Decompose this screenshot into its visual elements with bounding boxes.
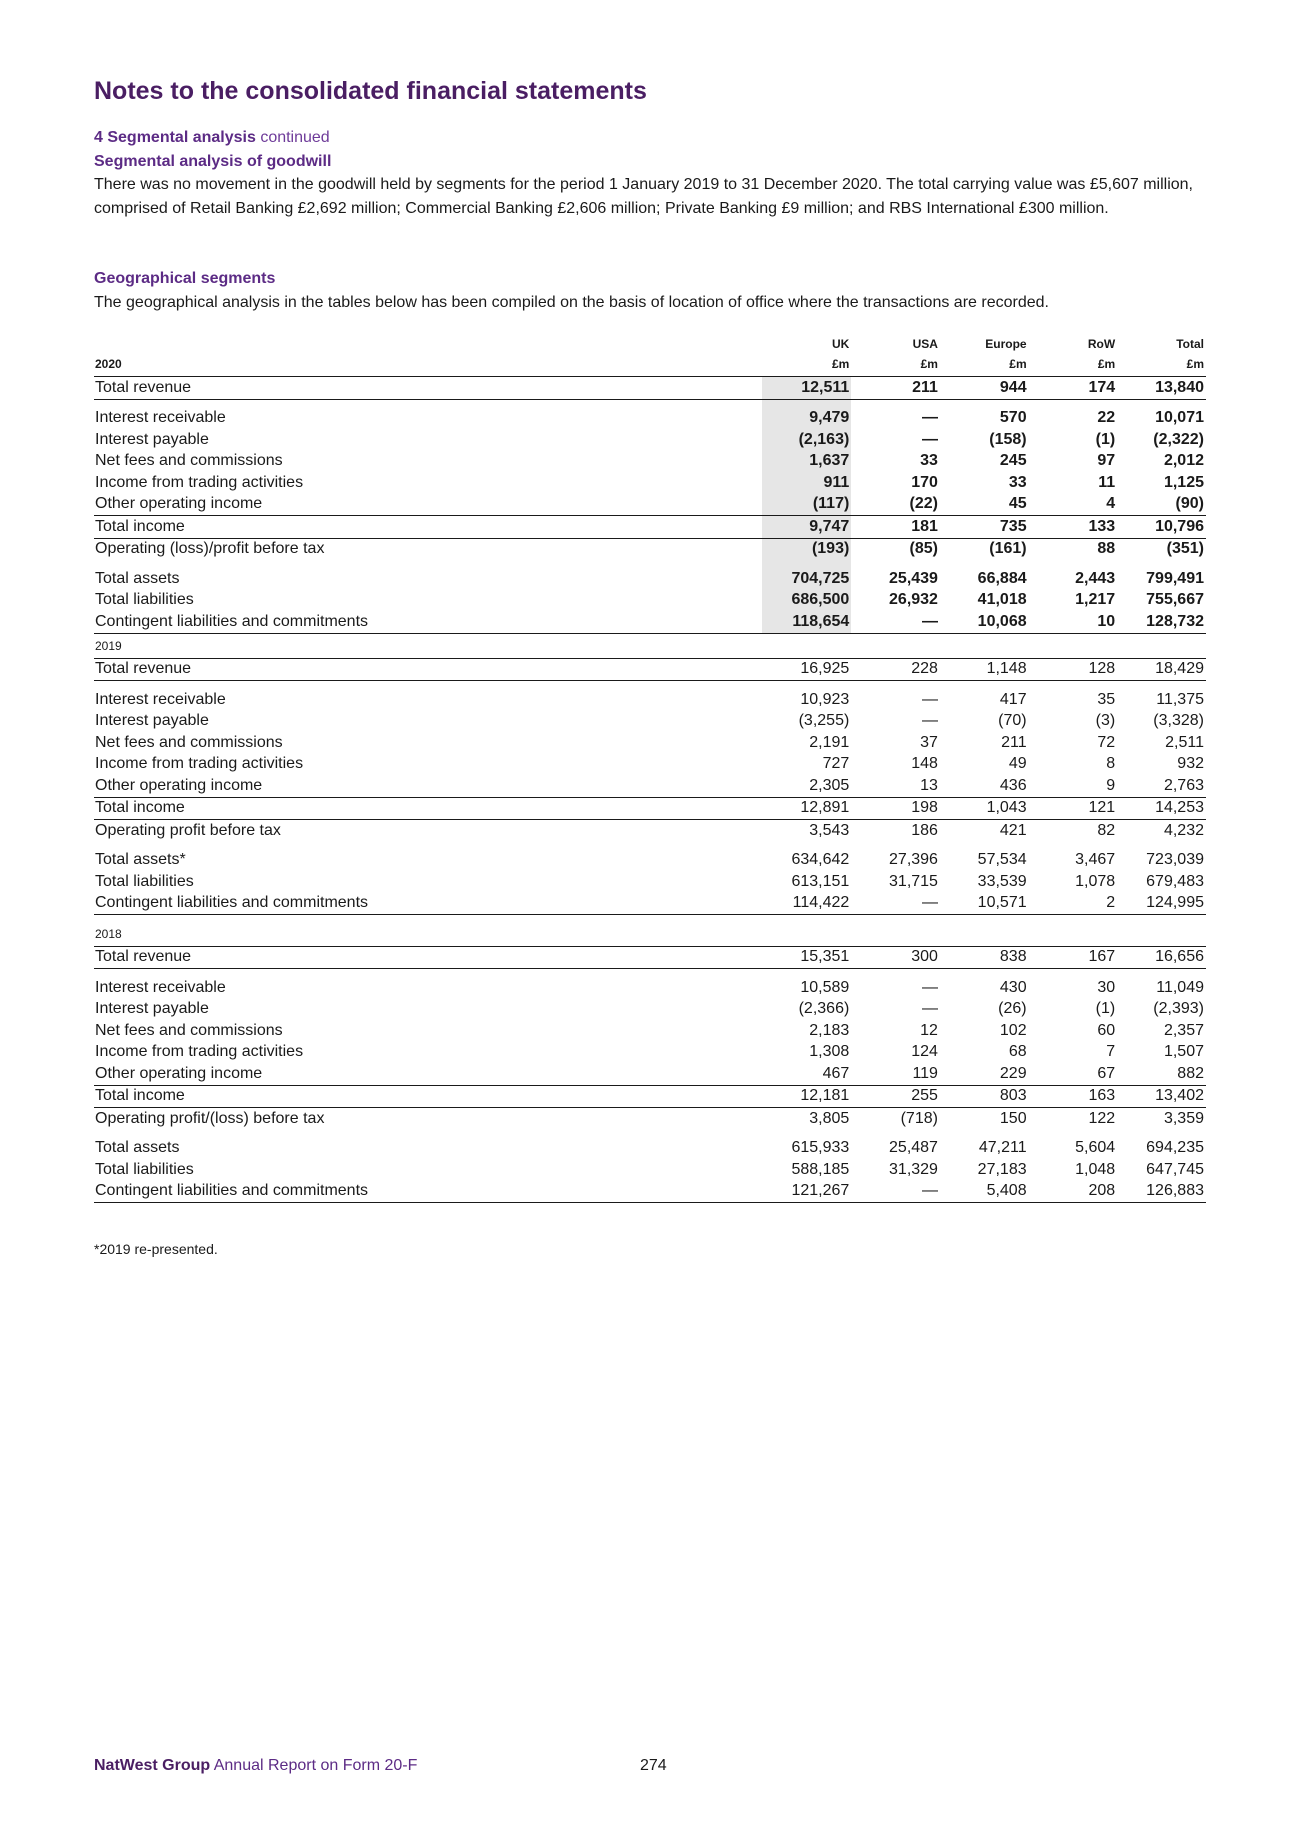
cell-europe: 10,068 bbox=[940, 611, 1029, 633]
row-label: Income from trading activities bbox=[95, 1043, 304, 1061]
cell-row: (3) bbox=[1095, 712, 1116, 730]
cell-europe: 45 bbox=[940, 494, 1029, 516]
geographical-heading: Geographical segments bbox=[94, 270, 276, 287]
cell-total: 932 bbox=[1177, 755, 1204, 773]
cell-row: 7 bbox=[1106, 1043, 1116, 1061]
cell-uk: 16,925 bbox=[762, 658, 852, 681]
cell-usa: 31,715 bbox=[889, 872, 938, 890]
table-row bbox=[94, 1085, 1206, 1108]
cell-uk: 1,308 bbox=[809, 1043, 850, 1061]
table-row bbox=[94, 946, 1206, 969]
cell-uk: 686,500 bbox=[762, 590, 852, 612]
row-label: Interest payable bbox=[95, 430, 209, 448]
cell-usa: 170 bbox=[911, 473, 938, 491]
row-label: Total revenue bbox=[94, 377, 762, 400]
table-row bbox=[94, 1181, 1206, 1203]
cell-usa: 37 bbox=[920, 733, 938, 751]
table-row bbox=[94, 977, 1206, 999]
row-label: Income from trading activities bbox=[95, 473, 304, 491]
cell-total: 679,483 bbox=[1146, 872, 1204, 890]
row-label: Operating (loss)/profit before tax bbox=[95, 540, 325, 558]
cell-uk: 727 bbox=[822, 755, 850, 773]
row-label: Operating profit before tax bbox=[95, 821, 281, 839]
cell-total: (2,322) bbox=[1153, 430, 1204, 448]
cell-uk: 10,589 bbox=[800, 978, 850, 996]
cell-uk: 9,479 bbox=[762, 408, 852, 430]
cell-uk: 2,191 bbox=[809, 733, 850, 751]
cell-total: 723,039 bbox=[1146, 851, 1204, 869]
year-label-2020: 2020 bbox=[94, 334, 762, 377]
table-row bbox=[94, 820, 1206, 842]
cell-uk: 613,151 bbox=[791, 872, 850, 890]
cell-europe: 27,183 bbox=[977, 1160, 1027, 1178]
cell-uk: 121,267 bbox=[762, 1181, 852, 1203]
cell-europe: 211 bbox=[1001, 733, 1027, 751]
cell-total: 1,507 bbox=[1163, 1043, 1204, 1061]
cell-usa: 198 bbox=[851, 797, 940, 820]
cell-uk: 9,747 bbox=[762, 516, 852, 539]
cell-usa: — bbox=[921, 978, 938, 996]
table-row bbox=[94, 429, 1206, 451]
cell-usa: 12 bbox=[920, 1021, 938, 1039]
row-label: Contingent liabilities and commitments bbox=[94, 611, 762, 633]
table-row bbox=[94, 1138, 1206, 1160]
cell-europe: (161) bbox=[989, 540, 1027, 558]
cell-row: 82 bbox=[1097, 821, 1116, 839]
cell-usa: (22) bbox=[851, 494, 940, 516]
row-label: Interest payable bbox=[95, 1000, 209, 1018]
cell-usa: 26,932 bbox=[889, 591, 938, 609]
col-header-usa: USA £m bbox=[851, 334, 940, 377]
table-row bbox=[94, 999, 1206, 1021]
cell-usa: (85) bbox=[909, 540, 938, 558]
cell-uk: 3,543 bbox=[809, 821, 850, 839]
cell-usa: — bbox=[851, 1181, 940, 1203]
cell-europe: 68 bbox=[1008, 1043, 1027, 1061]
cell-row: 9 bbox=[1029, 775, 1118, 797]
table-row bbox=[94, 850, 1206, 872]
row-label: Income from trading activities bbox=[95, 755, 304, 773]
cell-total: 10,071 bbox=[1155, 409, 1204, 427]
cell-usa: 13 bbox=[851, 775, 940, 797]
cell-uk: (2,366) bbox=[798, 1000, 850, 1018]
cell-row: 163 bbox=[1029, 1085, 1118, 1108]
row-label: Total liabilities bbox=[95, 591, 194, 609]
cell-total: 882 bbox=[1117, 1063, 1206, 1085]
row-label: Total liabilities bbox=[95, 872, 194, 890]
cell-usa: 300 bbox=[851, 946, 940, 969]
cell-uk: 634,642 bbox=[791, 851, 850, 869]
cell-usa: 27,396 bbox=[889, 851, 938, 869]
col-header-uk: UK £m bbox=[762, 334, 852, 377]
cell-row: (1) bbox=[1095, 1000, 1116, 1018]
table-2018 bbox=[94, 922, 1206, 1203]
cell-usa: (718) bbox=[900, 1109, 938, 1127]
table-row bbox=[94, 775, 1206, 797]
row-label: Operating profit/(loss) before tax bbox=[95, 1109, 325, 1127]
cell-row: 1,078 bbox=[1075, 872, 1116, 890]
table-row bbox=[94, 1063, 1206, 1085]
cell-total: 18,429 bbox=[1117, 658, 1206, 681]
cell-row: 133 bbox=[1029, 516, 1118, 539]
cell-europe: 41,018 bbox=[977, 591, 1027, 609]
cell-total: 2,012 bbox=[1163, 452, 1204, 470]
cell-total: 13,402 bbox=[1117, 1085, 1206, 1108]
cell-uk: 467 bbox=[762, 1063, 852, 1085]
cell-total: 3,359 bbox=[1163, 1109, 1204, 1127]
year-label-2019: 2019 bbox=[94, 634, 762, 658]
cell-usa: 228 bbox=[851, 658, 940, 681]
cell-europe: 150 bbox=[999, 1109, 1027, 1127]
cell-row: 10 bbox=[1029, 611, 1118, 633]
cell-usa: — bbox=[851, 893, 940, 915]
cell-total: 11,375 bbox=[1156, 690, 1204, 708]
cell-europe: 10,571 bbox=[940, 893, 1029, 915]
cell-europe: 229 bbox=[940, 1063, 1029, 1085]
geographical-paragraph: The geographical analysis in the tables below has been compiled on the basis of location of office where the transactions are recorded. bbox=[94, 294, 1049, 311]
cell-usa: — bbox=[921, 430, 938, 448]
table-row bbox=[94, 451, 1206, 473]
cell-europe: 944 bbox=[940, 377, 1029, 400]
row-label: Total income bbox=[94, 1085, 762, 1108]
cell-europe: 803 bbox=[940, 1085, 1029, 1108]
cell-row: 5,604 bbox=[1075, 1139, 1116, 1157]
cell-usa: — bbox=[851, 611, 940, 633]
cell-usa: 25,439 bbox=[889, 569, 938, 587]
goodwill-heading: Segmental analysis of goodwill bbox=[94, 153, 332, 170]
cell-europe: 436 bbox=[940, 775, 1029, 797]
cell-europe: 421 bbox=[999, 821, 1027, 839]
page-title: Notes to the consolidated financial statements bbox=[94, 77, 647, 105]
cell-uk: 15,351 bbox=[762, 946, 852, 969]
cell-europe: 417 bbox=[999, 690, 1027, 708]
cell-europe: 1,148 bbox=[940, 658, 1029, 681]
table-row bbox=[94, 1159, 1206, 1181]
table-row bbox=[94, 658, 1206, 681]
cell-usa: 119 bbox=[851, 1063, 940, 1085]
row-label: Other operating income bbox=[94, 494, 762, 516]
table-row bbox=[94, 568, 1206, 590]
cell-total: 16,656 bbox=[1117, 946, 1206, 969]
cell-usa: 186 bbox=[911, 821, 938, 839]
cell-uk: 10,923 bbox=[800, 690, 850, 708]
cell-row: 167 bbox=[1029, 946, 1118, 969]
cell-uk: 588,185 bbox=[791, 1160, 850, 1178]
row-label: Net fees and commissions bbox=[95, 452, 283, 470]
cell-uk: (3,255) bbox=[798, 712, 850, 730]
cell-row: 35 bbox=[1097, 690, 1116, 708]
row-label: Interest receivable bbox=[95, 690, 226, 708]
footer-report: Annual Report on Form 20-F bbox=[213, 1757, 418, 1774]
goodwill-paragraph: There was no movement in the goodwill held by segments for the period 1 January 2019 to 31 December 2020. The total carrying value was £5,607 million, comprised of Retail Banking £2,692 million; Commercial Banking £2,606 million; Private Banking £9 million; and RBS International £300 million. bbox=[94, 176, 1193, 217]
cell-total: (3,328) bbox=[1153, 712, 1204, 730]
table-row bbox=[94, 732, 1206, 754]
cell-row: 72 bbox=[1097, 733, 1116, 751]
cell-europe: 1,043 bbox=[940, 797, 1029, 820]
cell-europe: 49 bbox=[1008, 755, 1027, 773]
section-continued: continued bbox=[260, 129, 330, 146]
cell-total: 694,235 bbox=[1146, 1139, 1204, 1157]
cell-total: 128,732 bbox=[1117, 611, 1206, 633]
cell-europe: 245 bbox=[999, 452, 1027, 470]
cell-row: 97 bbox=[1097, 452, 1116, 470]
cell-uk: 615,933 bbox=[791, 1139, 850, 1157]
cell-uk: 114,422 bbox=[762, 893, 852, 915]
year-label-2018: 2018 bbox=[94, 922, 762, 946]
cell-usa: 255 bbox=[851, 1085, 940, 1108]
page-number: 274 bbox=[640, 1757, 667, 1774]
footnote: *2019 re-presented. bbox=[94, 1241, 218, 1257]
table-row bbox=[94, 754, 1206, 776]
cell-total: 14,253 bbox=[1117, 797, 1206, 820]
cell-total: 647,745 bbox=[1146, 1160, 1204, 1178]
row-label: Interest payable bbox=[95, 712, 209, 730]
cell-row: 8 bbox=[1106, 755, 1116, 773]
row-label: Total revenue bbox=[94, 946, 762, 969]
row-label: Total income bbox=[94, 516, 762, 539]
cell-total: 13,840 bbox=[1117, 377, 1206, 400]
cell-europe: (26) bbox=[998, 1000, 1027, 1018]
cell-total: 124,995 bbox=[1117, 893, 1206, 915]
cell-row: 67 bbox=[1029, 1063, 1118, 1085]
cell-uk: 911 bbox=[762, 472, 852, 494]
cell-row: (1) bbox=[1095, 430, 1116, 448]
table-2019 bbox=[94, 634, 1206, 915]
cell-total: 126,883 bbox=[1117, 1181, 1206, 1203]
cell-total: 2,357 bbox=[1163, 1021, 1204, 1039]
table-row bbox=[94, 871, 1206, 893]
section-title: 4 Segmental analysis bbox=[94, 129, 256, 146]
row-label: Contingent liabilities and commitments bbox=[94, 893, 762, 915]
cell-total: 2,763 bbox=[1117, 775, 1206, 797]
section-heading bbox=[94, 129, 330, 147]
table-row bbox=[94, 590, 1206, 612]
row-label: Total assets bbox=[95, 1139, 180, 1157]
table-row bbox=[94, 408, 1206, 430]
table-header-row bbox=[94, 334, 1206, 377]
cell-row: 88 bbox=[1097, 540, 1116, 558]
cell-uk: 2,183 bbox=[809, 1021, 850, 1039]
row-label: Total liabilities bbox=[95, 1160, 194, 1178]
row-label: Other operating income bbox=[94, 775, 762, 797]
table-row bbox=[94, 472, 1206, 494]
cell-uk: 2,305 bbox=[762, 775, 852, 797]
table-row bbox=[94, 494, 1206, 516]
cell-europe: (158) bbox=[989, 430, 1027, 448]
table-row bbox=[94, 538, 1206, 560]
cell-row: 174 bbox=[1029, 377, 1118, 400]
year-row-2019 bbox=[94, 634, 1206, 658]
cell-uk: 3,805 bbox=[809, 1109, 850, 1127]
year-row-2018 bbox=[94, 922, 1206, 946]
table-row bbox=[94, 1020, 1206, 1042]
cell-uk: 12,181 bbox=[762, 1085, 852, 1108]
cell-usa: 211 bbox=[851, 377, 940, 400]
table-row bbox=[94, 516, 1206, 539]
cell-row: 11 bbox=[1098, 473, 1116, 491]
cell-row: 22 bbox=[1097, 409, 1116, 427]
cell-row: 2,443 bbox=[1075, 569, 1116, 587]
cell-total: 11,049 bbox=[1156, 978, 1204, 996]
cell-usa: 25,487 bbox=[889, 1139, 938, 1157]
cell-row: 30 bbox=[1097, 978, 1116, 996]
row-label: Other operating income bbox=[94, 1063, 762, 1085]
cell-uk: (2,163) bbox=[762, 429, 852, 451]
cell-usa: — bbox=[921, 409, 938, 427]
table-row bbox=[94, 893, 1206, 915]
cell-europe: 735 bbox=[940, 516, 1029, 539]
cell-total: 1,125 bbox=[1163, 473, 1204, 491]
cell-usa: 31,329 bbox=[889, 1160, 938, 1178]
row-label: Interest receivable bbox=[95, 978, 226, 996]
cell-row: 128 bbox=[1029, 658, 1118, 681]
cell-uk: 704,725 bbox=[762, 568, 852, 590]
cell-total: (2,393) bbox=[1153, 1000, 1204, 1018]
cell-row: 121 bbox=[1029, 797, 1118, 820]
cell-usa: — bbox=[921, 712, 938, 730]
table-row bbox=[94, 711, 1206, 733]
cell-row: 3,467 bbox=[1075, 851, 1116, 869]
cell-total: 10,796 bbox=[1117, 516, 1206, 539]
cell-row: 4 bbox=[1029, 494, 1118, 516]
cell-row: 1,217 bbox=[1075, 591, 1116, 609]
row-label: Total assets bbox=[95, 569, 180, 587]
col-header-row: RoW £m bbox=[1029, 334, 1118, 377]
cell-usa: 33 bbox=[920, 452, 938, 470]
col-header-europe: Europe £m bbox=[940, 334, 1029, 377]
cell-total: 4,232 bbox=[1163, 821, 1204, 839]
cell-uk: 118,654 bbox=[762, 611, 852, 633]
table-row bbox=[94, 1042, 1206, 1064]
cell-row: 60 bbox=[1097, 1021, 1116, 1039]
row-label: Total revenue bbox=[94, 658, 762, 681]
table-row bbox=[94, 611, 1206, 633]
row-label: Net fees and commissions bbox=[95, 733, 283, 751]
cell-europe: 33 bbox=[1008, 473, 1027, 491]
table-row bbox=[94, 689, 1206, 711]
cell-uk: 12,891 bbox=[762, 797, 852, 820]
cell-uk: 12,511 bbox=[762, 377, 852, 400]
cell-europe: 57,534 bbox=[977, 851, 1027, 869]
cell-uk: (193) bbox=[762, 538, 852, 560]
cell-usa: 148 bbox=[911, 755, 938, 773]
cell-europe: (70) bbox=[998, 712, 1027, 730]
cell-row: 122 bbox=[1088, 1109, 1116, 1127]
cell-europe: 66,884 bbox=[977, 569, 1027, 587]
footer bbox=[94, 1757, 417, 1775]
table-row bbox=[94, 797, 1206, 820]
row-label: Net fees and commissions bbox=[95, 1021, 283, 1039]
cell-row: 2 bbox=[1029, 893, 1118, 915]
row-label: Contingent liabilities and commitments bbox=[94, 1181, 762, 1203]
table-row bbox=[94, 377, 1206, 400]
col-header-total: Total £m bbox=[1117, 334, 1206, 377]
cell-usa: — bbox=[921, 690, 938, 708]
cell-uk: 1,637 bbox=[762, 451, 852, 473]
cell-usa: 181 bbox=[851, 516, 940, 539]
table-2020 bbox=[94, 334, 1206, 634]
cell-total: 799,491 bbox=[1146, 569, 1204, 587]
cell-europe: 33,539 bbox=[977, 872, 1027, 890]
cell-total: 755,667 bbox=[1146, 591, 1204, 609]
cell-usa: — bbox=[921, 1000, 938, 1018]
cell-europe: 570 bbox=[999, 409, 1027, 427]
cell-europe: 47,211 bbox=[978, 1139, 1027, 1157]
cell-total: (90) bbox=[1117, 494, 1206, 516]
cell-usa: 124 bbox=[911, 1043, 938, 1061]
cell-row: 208 bbox=[1029, 1181, 1118, 1203]
cell-row: 1,048 bbox=[1075, 1160, 1116, 1178]
cell-europe: 430 bbox=[999, 978, 1027, 996]
cell-europe: 5,408 bbox=[940, 1181, 1029, 1203]
row-label: Total income bbox=[94, 797, 762, 820]
row-label: Interest receivable bbox=[95, 409, 226, 427]
row-label: Total assets* bbox=[95, 851, 186, 869]
footer-brand: NatWest Group bbox=[94, 1757, 211, 1774]
table-row bbox=[94, 1108, 1206, 1130]
cell-total: 2,511 bbox=[1165, 733, 1204, 751]
cell-europe: 102 bbox=[999, 1021, 1027, 1039]
cell-total: (351) bbox=[1166, 540, 1204, 558]
cell-europe: 838 bbox=[940, 946, 1029, 969]
cell-uk: (117) bbox=[762, 494, 852, 516]
